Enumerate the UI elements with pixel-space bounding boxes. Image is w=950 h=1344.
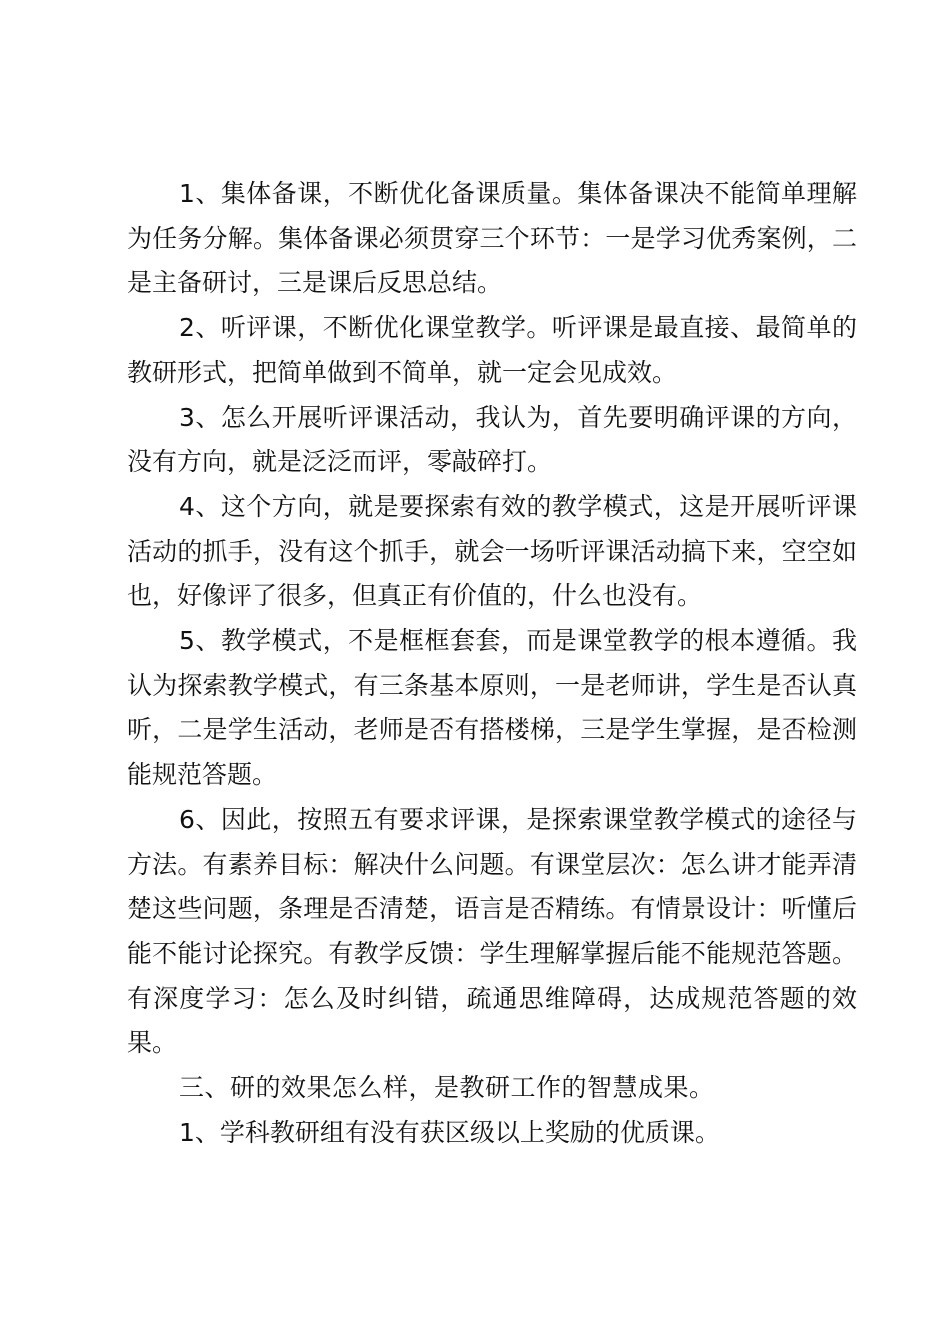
paragraph-lesson-observation: 2、听评课，不断优化课堂教学。听评课是最直接、最简单的教研形式，把简单做到不简单，就一定会见成效。 <box>127 313 857 387</box>
paragraph-five-requirements: 6、因此，按照五有要求评课，是探索课堂教学模式的途径与方法。有素养目标：解决什么问题。有课堂层次：怎么讲才能弄清楚这些问题，条理是否清楚，语言是否精练。有情景设计：听懂后能不能讨论探究。有教学反馈：学生理解掌握后能不能规范答题。有深度学习：怎么及时纠错，疏通思维障碍，达成规范答题的效果。 <box>127 804 857 1058</box>
paragraph-award-lessons: 1、学科教研组有没有获区级以上奖励的优质课。 <box>179 1117 720 1147</box>
section-heading-research-results: 三、研的效果怎么样，是教研工作的智慧成果。 <box>179 1073 715 1103</box>
paragraph-teaching-model-direction: 4、这个方向，就是要探索有效的教学模式，这是开展听评课活动的抓手，没有这个抓手，就会一场听评课活动搞下来，空空如也，好像评了很多，但真正有价值的，什么也没有。 <box>127 491 857 611</box>
paragraph-teaching-model-principles: 5、教学模式，不是框框套套，而是课堂教学的根本遵循。我认为探索教学模式，有三条基本原则，一是老师讲，学生是否认真听，二是学生活动，老师是否有搭楼梯，三是学生掌握，是否检测能规范答题。 <box>127 626 857 790</box>
document-body <box>127 172 857 1155</box>
paragraph-how-to-observe: 3、怎么开展听评课活动，我认为，首先要明确评课的方向，没有方向，就是泛泛而评，零敲碎打。 <box>127 402 857 477</box>
paragraph-collective-lesson-prep: 1、集体备课，不断优化备课质量。集体备课决不能简单理解为任务分解。集体备课必须贯穿三个环节：一是学习优秀案例，二是主备研讨，三是课后反思总结。 <box>127 179 857 298</box>
